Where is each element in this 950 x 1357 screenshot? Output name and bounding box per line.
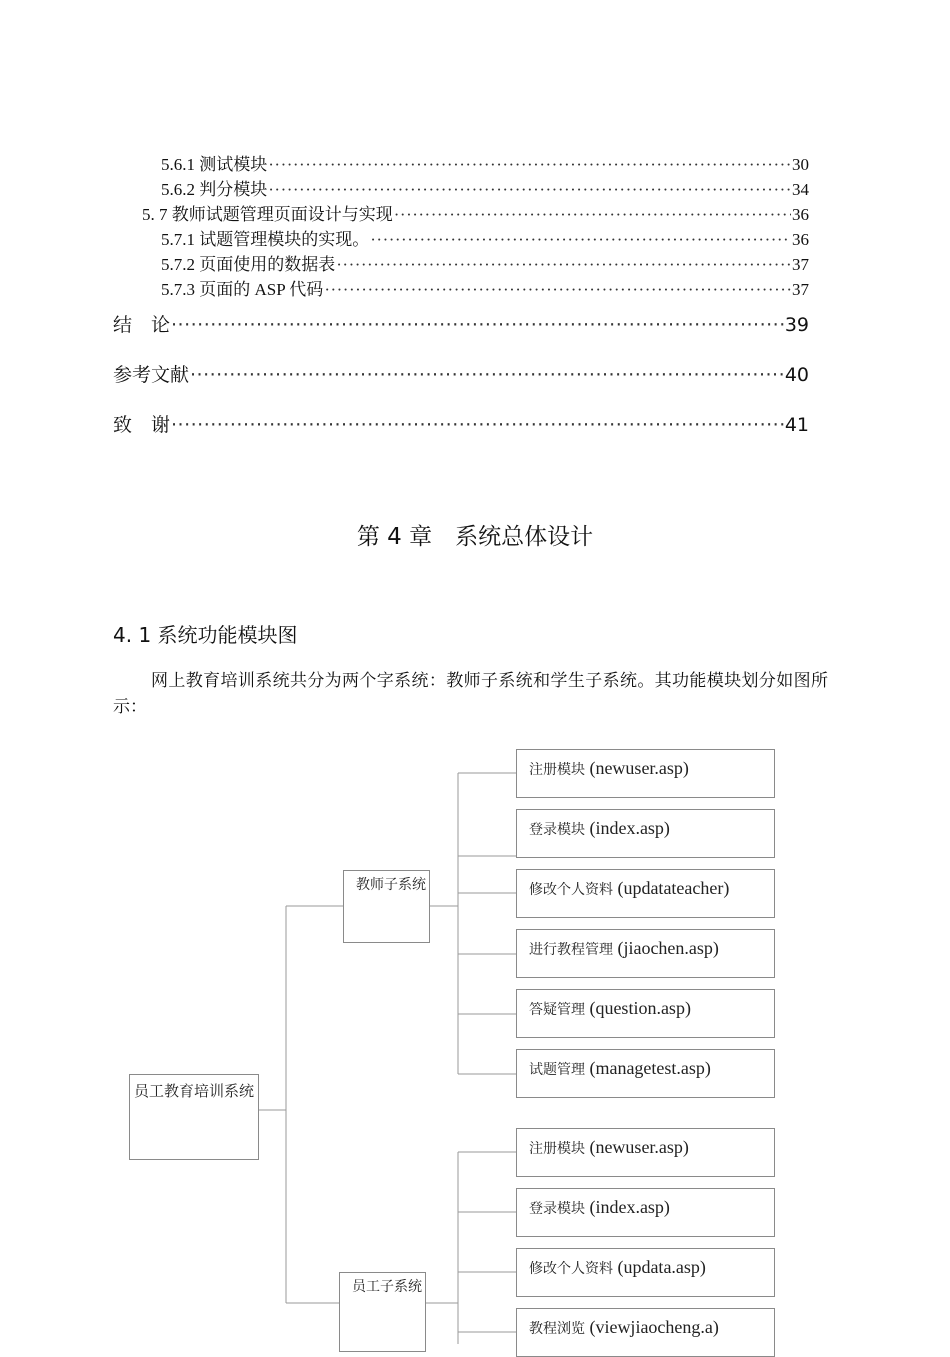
toc-entry-page: 37 [792, 255, 809, 274]
module-file: (index.asp) [589, 818, 670, 838]
employee-module-box [516, 1128, 775, 1177]
teacher-module-box [516, 869, 775, 918]
toc-entry-title: 结 论 [113, 314, 171, 336]
toc-entry-page: 40 [784, 364, 809, 386]
module-name-cn: 登录模块 [529, 1201, 590, 1217]
module-name-cn: 修改个人资料 [529, 882, 618, 898]
toc-entry-title: 5. 7 教师试题管理页面设计与实现 [142, 205, 393, 224]
employee-subsystem-label: 员工子系统 [352, 1279, 422, 1295]
toc-entry-page: 39 [784, 314, 809, 336]
teacher-subsystem-label: 教师子系统 [356, 877, 426, 893]
teacher-module-box [516, 929, 775, 978]
module-file: (updata.asp) [617, 1257, 706, 1277]
module-name-cn: 修改个人资料 [529, 1261, 618, 1277]
module-name-cn: 教程浏览 [529, 1321, 590, 1337]
toc-entry-title: 5.7.3 页面的 ASP 代码 [161, 280, 324, 299]
toc-entry-page: 34 [792, 180, 809, 199]
module-file: (viewjiaocheng.a) [589, 1317, 719, 1337]
toc-entry-page: 36 [792, 205, 809, 224]
toc-entry-title: 5.6.2 判分模块 [161, 180, 268, 199]
toc-entry-title: 参考文献 [113, 364, 190, 386]
module-name-cn: 注册模块 [529, 1141, 590, 1157]
teacher-module-box [516, 749, 775, 798]
module-name-cn: 登录模块 [529, 822, 590, 838]
intro-paragraph: 网上教育培训系统共分为两个字系统：教师子系统和学生子系统。其功能模块划分如图所示： [113, 671, 828, 717]
teacher-module-box [516, 809, 775, 858]
module-file: (question.asp) [589, 998, 691, 1018]
module-name-cn: 进行教程管理 [529, 942, 618, 958]
module-file: (newuser.asp) [589, 1137, 689, 1157]
chapter-title: 第 4 章 系统总体设计 [356, 524, 594, 550]
module-name-cn: 试题管理 [529, 1062, 590, 1078]
teacher-module-box [516, 1049, 775, 1098]
toc-entry-page: 37 [792, 280, 809, 299]
employee-module-box [516, 1188, 775, 1237]
module-name-cn: 注册模块 [529, 762, 590, 778]
module-name-cn: 答疑管理 [529, 1002, 590, 1018]
toc-entry-page: 36 [792, 230, 809, 249]
module-file: (updatateacher) [617, 878, 730, 898]
employee-module-box [516, 1248, 775, 1297]
teacher-subsystem-node [343, 870, 430, 943]
module-file: (managetest.asp) [589, 1058, 711, 1078]
employee-subsystem-node [339, 1272, 426, 1352]
teacher-module-box [516, 989, 775, 1038]
section-title: 4. 1 系统功能模块图 [113, 623, 298, 647]
module-file: (index.asp) [589, 1197, 670, 1217]
root-node-label: 员工教育培训系统 [133, 1082, 254, 1100]
toc-entry-page: 41 [784, 414, 809, 436]
toc-entry-title: 5.7.2 页面使用的数据表 [161, 255, 336, 274]
module-file: (jiaochen.asp) [617, 938, 719, 958]
diagram-root-node [129, 1074, 259, 1160]
toc-entry-title: 5.7.1 试题管理模块的实现。 [161, 230, 370, 249]
toc-entry-page: 30 [792, 155, 809, 174]
toc-entry-title: 5.6.1 测试模块 [161, 155, 268, 174]
employee-module-box [516, 1308, 775, 1357]
module-file: (newuser.asp) [589, 758, 689, 778]
toc-entry-title: 致 谢 [113, 414, 171, 436]
